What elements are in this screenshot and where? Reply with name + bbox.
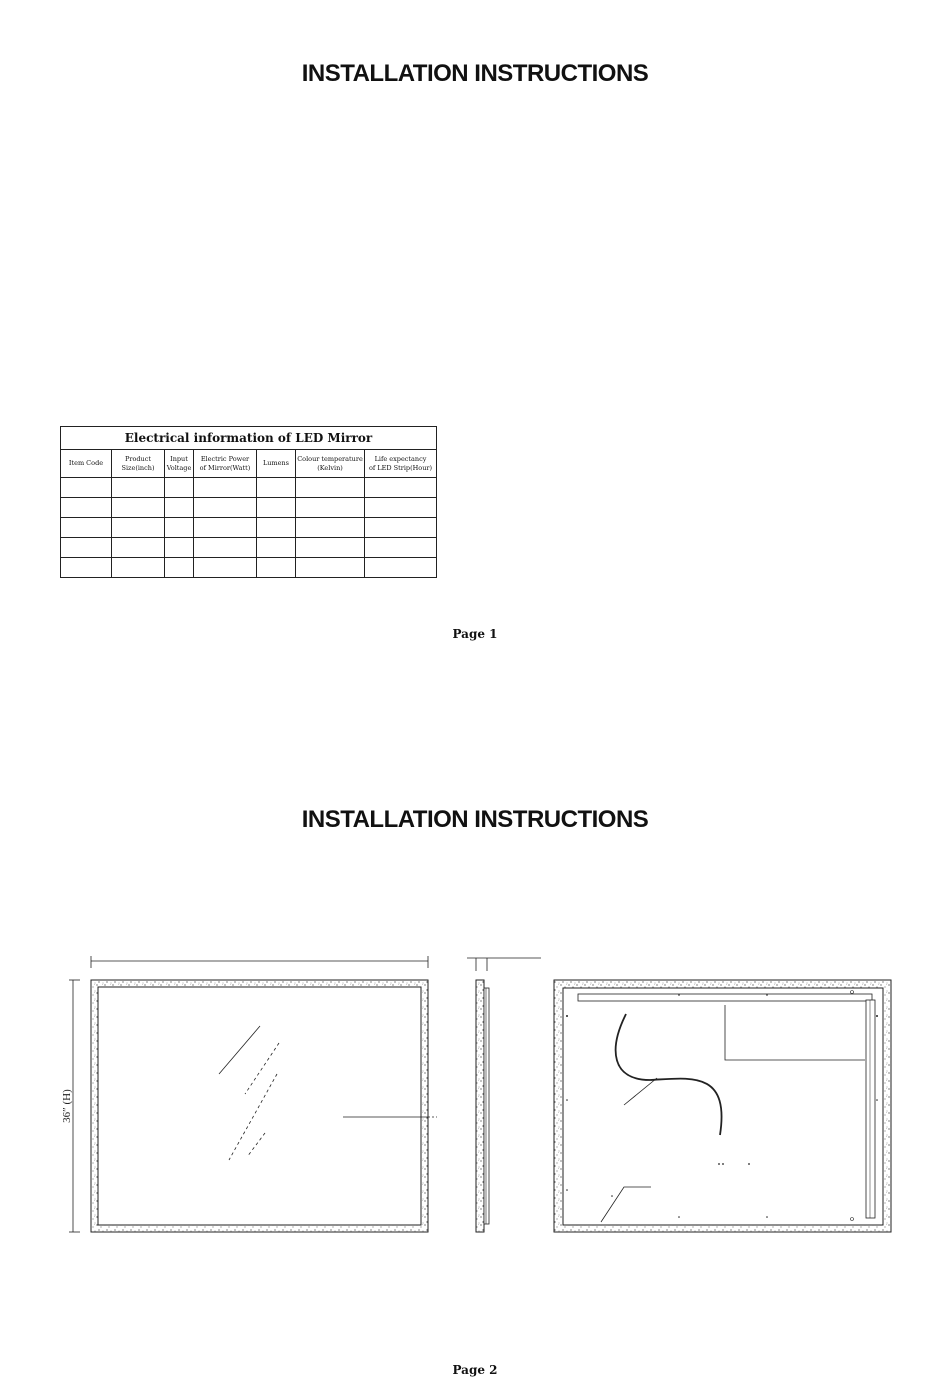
- page2-title: INSTALLATION INSTRUCTIONS: [301, 806, 649, 833]
- col-product-size: Product Size(inch): [112, 450, 165, 478]
- col-electric-power: Electric Power of Mirror(Watt): [194, 450, 257, 478]
- front-view: [61, 956, 437, 1232]
- page2-number: Page 2: [452, 1363, 498, 1377]
- col-item-code: Item Code: [61, 450, 112, 478]
- col-lumens: Lumens: [257, 450, 296, 478]
- back-view: [554, 980, 891, 1232]
- table-caption: Electrical information of LED Mirror: [61, 427, 437, 450]
- col-colour-temperature: Colour temperature (Kelvin): [296, 450, 365, 478]
- top-led-strip: [578, 994, 872, 1001]
- col-life-expectancy: Life expectancy of LED Strip(Hour): [365, 450, 437, 478]
- height-label: 36″ (H): [61, 1089, 73, 1123]
- col-input-voltage: Input Voltage: [165, 450, 194, 478]
- right-led-strip: [866, 1000, 875, 1218]
- page1-title: INSTALLATION INSTRUCTIONS: [301, 60, 649, 87]
- side-view: [467, 958, 541, 1232]
- page1-number: Page 1: [452, 627, 498, 641]
